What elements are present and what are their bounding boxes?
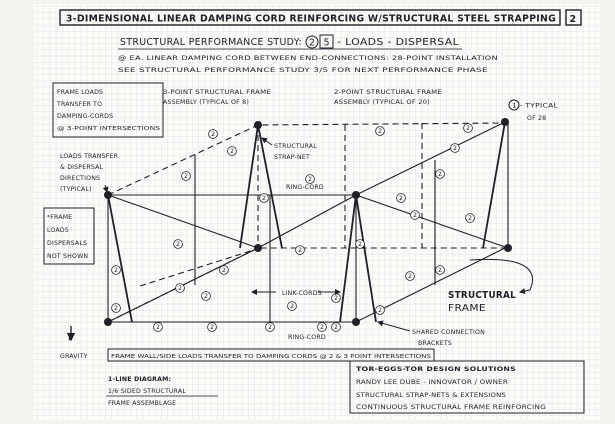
- node-marker-label: 2: [378, 128, 382, 136]
- gravity-label: GRAVITY: [60, 353, 88, 360]
- credit-line-1: TOR-EGGS-TOR DESIGN SOLUTIONS: [356, 366, 516, 373]
- strap-net-label-2: STRAP-NET: [274, 154, 310, 161]
- study-suffix: - LOADS - DISPERSAL: [337, 37, 460, 48]
- node-marker-label: 2: [413, 212, 417, 220]
- title-text: 3-DIMENSIONAL LINEAR DAMPING CORD REINFORCING W/STRUCTURAL STEEL STRAPPING: [66, 13, 556, 25]
- node-marker-label: 2: [184, 173, 188, 181]
- credit-line-2: RANDY LEE DUBE - INNOVATOR / OWNER: [356, 379, 509, 386]
- node-marker-label: 2: [210, 324, 214, 332]
- frame-not-shown-line2: LOADS: [47, 227, 69, 234]
- credit-line-3: STRUCTURAL STRAP-NETS & EXTENSIONS: [356, 392, 506, 399]
- node-marker-label: 2: [453, 145, 457, 153]
- sheet-number: 2: [569, 14, 577, 25]
- frame-loads-line4: @ 3-POINT INTERSECTIONS: [57, 126, 161, 132]
- two-point-label-2: ASSEMBLY (TYPICAL OF 20): [334, 99, 430, 106]
- link-cords-label: LINK-CORDS: [282, 290, 322, 297]
- gravity-note: FRAME WALL/SIDE LOADS TRANSFER TO DAMPING CORDS @ 2 & 3 POINT INTERSECTIONS: [111, 354, 432, 360]
- node-marker-label: 2: [378, 307, 382, 315]
- shared-brackets-label-1: SHARED CONNECTION: [412, 329, 485, 336]
- diagram-title-line2: 1/6 SIDED STRUCTURAL: [108, 388, 186, 395]
- frame-loads-line3: DAMPING-CORDS: [57, 113, 114, 120]
- node-marker-label: 2: [334, 295, 338, 303]
- node-marker-label: 2: [204, 293, 208, 301]
- ring-cord-label-upper: RING-CORD: [286, 184, 324, 191]
- node-marker-label: 2: [298, 247, 302, 255]
- frame-not-shown-line3: DISPERSALS: [47, 240, 88, 247]
- three-point-label-2: ASSEMBLY (TYPICAL OF 8): [163, 99, 249, 106]
- shared-brackets-label-2: BRACKETS: [418, 340, 453, 347]
- node-marker-label: 2: [438, 267, 442, 275]
- node-marker-label: 2: [334, 324, 338, 332]
- credit-line-4: CONTINUOUS STRUCTURAL FRAME REINFORCING: [356, 404, 546, 411]
- loads-transfer-line4: (TYPICAL): [60, 186, 92, 193]
- frame-not-shown-line1: *FRAME: [47, 214, 73, 221]
- node-marker-label: 2: [230, 148, 234, 156]
- study-number-a: 2: [309, 37, 316, 49]
- study-number-b: 5: [323, 37, 330, 49]
- typical-28-label-2: OF 28: [527, 115, 547, 122]
- loads-transfer-line2: & DISPERSAL: [60, 164, 104, 171]
- ring-cord-label-lower: RING-CORD: [288, 334, 326, 341]
- node-marker-label: 2: [178, 285, 182, 293]
- node-marker-label: 2: [211, 131, 215, 139]
- node-marker-label: 2: [222, 267, 226, 275]
- node-marker-label: 2: [466, 125, 470, 133]
- typical-28-label-1: 1 - TYPICAL: [512, 102, 559, 110]
- loads-transfer-line3: DIRECTIONS: [60, 175, 101, 182]
- node-marker-label: 2: [262, 195, 266, 203]
- gravity-arrow: I: [68, 332, 72, 343]
- node-marker-label: 2: [358, 241, 362, 249]
- node-marker-label: 2: [290, 303, 294, 311]
- next-phase-note: SEE STRUCTURAL PERFORMANCE STUDY 3/5 FOR NEXT PERFORMANCE PHASE: [118, 67, 488, 74]
- frame-loads-line1: FRAME LOADS: [57, 89, 104, 96]
- structural-frame-label-2: FRAME: [448, 303, 486, 314]
- structural-frame-label-1: STRUCTURAL: [448, 290, 516, 301]
- node-marker-label: 2: [408, 273, 412, 281]
- strap-net-label-1: STRUCTURAL: [274, 143, 317, 150]
- loads-transfer-line1: LOADS TRANSFER: [60, 153, 119, 160]
- diagram-title-line3: FRAME ASSEMBLAGE: [108, 400, 177, 407]
- node-marker-label: 2: [156, 324, 160, 332]
- node-marker-label: 2: [399, 195, 403, 203]
- node-marker-label: 2: [114, 267, 118, 275]
- node-marker-label: 2: [308, 176, 312, 184]
- diagram-title-line1: 1-LINE DIAGRAM:: [108, 376, 172, 383]
- node-marker-label: 2: [438, 171, 442, 179]
- node-marker-label: 2: [468, 215, 472, 223]
- node-marker-label: 2: [320, 324, 324, 332]
- node-marker-label: 2: [114, 305, 118, 313]
- frame-not-shown-line4: NOT SHOWN: [47, 253, 89, 260]
- three-point-label-1: 3-POINT STRUCTURAL FRAME: [163, 89, 271, 96]
- frame-loads-line2: TRANSFER TO: [57, 101, 103, 108]
- node-marker-label: 2: [176, 241, 180, 249]
- node-marker-label: 2: [268, 324, 272, 332]
- installation-note: @ EA. LINEAR DAMPING CORD BETWEEN END-CONNECTIONS: 28-POINT INSTALLATION: [118, 55, 401, 62]
- two-point-label-1: 2-POINT STRUCTURAL FRAME: [334, 89, 442, 96]
- study-title: STRUCTURAL PERFORMANCE STUDY:: [120, 37, 302, 48]
